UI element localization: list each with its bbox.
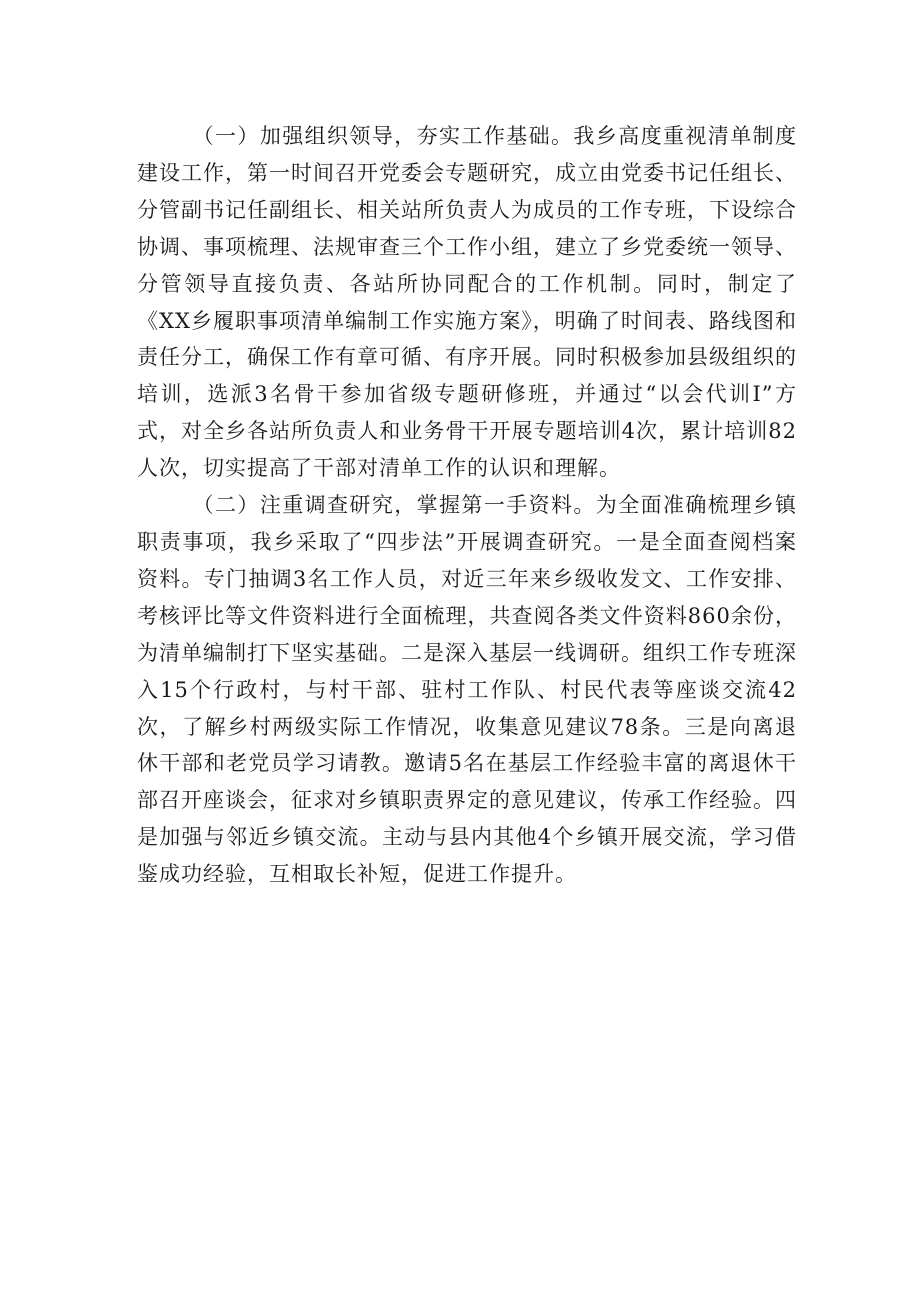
paragraph-investigation-research: （二）注重调查研究，掌握第一手资料。为全面准确梳理乡镇职责事项，我乡采取了“四步法”开展调查研究。一是全面查阅档案资料。专门抽调3名工作人员，对近三年来乡级收发文、工作安排、考核评比等文件资料进行全面梳理，共查阅各类文件资料860余份，为清单编制打下坚实基础。二是深入基层一线调研。组织工作专班深入15个行政村，与村干部、驻村工作队、村民代表等座谈交流42次，了解乡村两级实际工作情况，收集意见建议78条。三是向离退休干部和老党员学习请教。邀请5名在基层工作经验丰富的离退休干部召开座谈会，征求对乡镇职责界定的意见建议，传承工作经验。四是加强与邻近乡镇交流。主动与县内其他4个乡镇开展交流，学习借鉴成功经验，互相取长补短，促进工作提升。 bbox=[137, 493, 797, 887]
document-body bbox=[137, 118, 797, 893]
paragraph-organization-leadership: （一）加强组织领导，夯实工作基础。我乡高度重视清单制度建设工作，第一时间召开党委会专题研究，成立由党委书记任组长、分管副书记任副组长、相关站所负责人为成员的工作专班，下设综合协调、事项梳理、法规审查三个工作小组，建立了乡党委统一领导、分管领导直接负责、各站所协同配合的工作机制。同时，制定了《XX乡履职事项清单编制工作实施方案》，明确了时间表、路线图和责任分工，确保工作有章可循、有序开展。同时积极参加县级组织的培训，选派3名骨干参加省级专题研修班，并通过“以会代训I”方式，对全乡各站所负责人和业务骨干开展专题培训4次，累计培训82人次，切实提高了干部对清单工作的认识和理解。 bbox=[137, 124, 797, 481]
